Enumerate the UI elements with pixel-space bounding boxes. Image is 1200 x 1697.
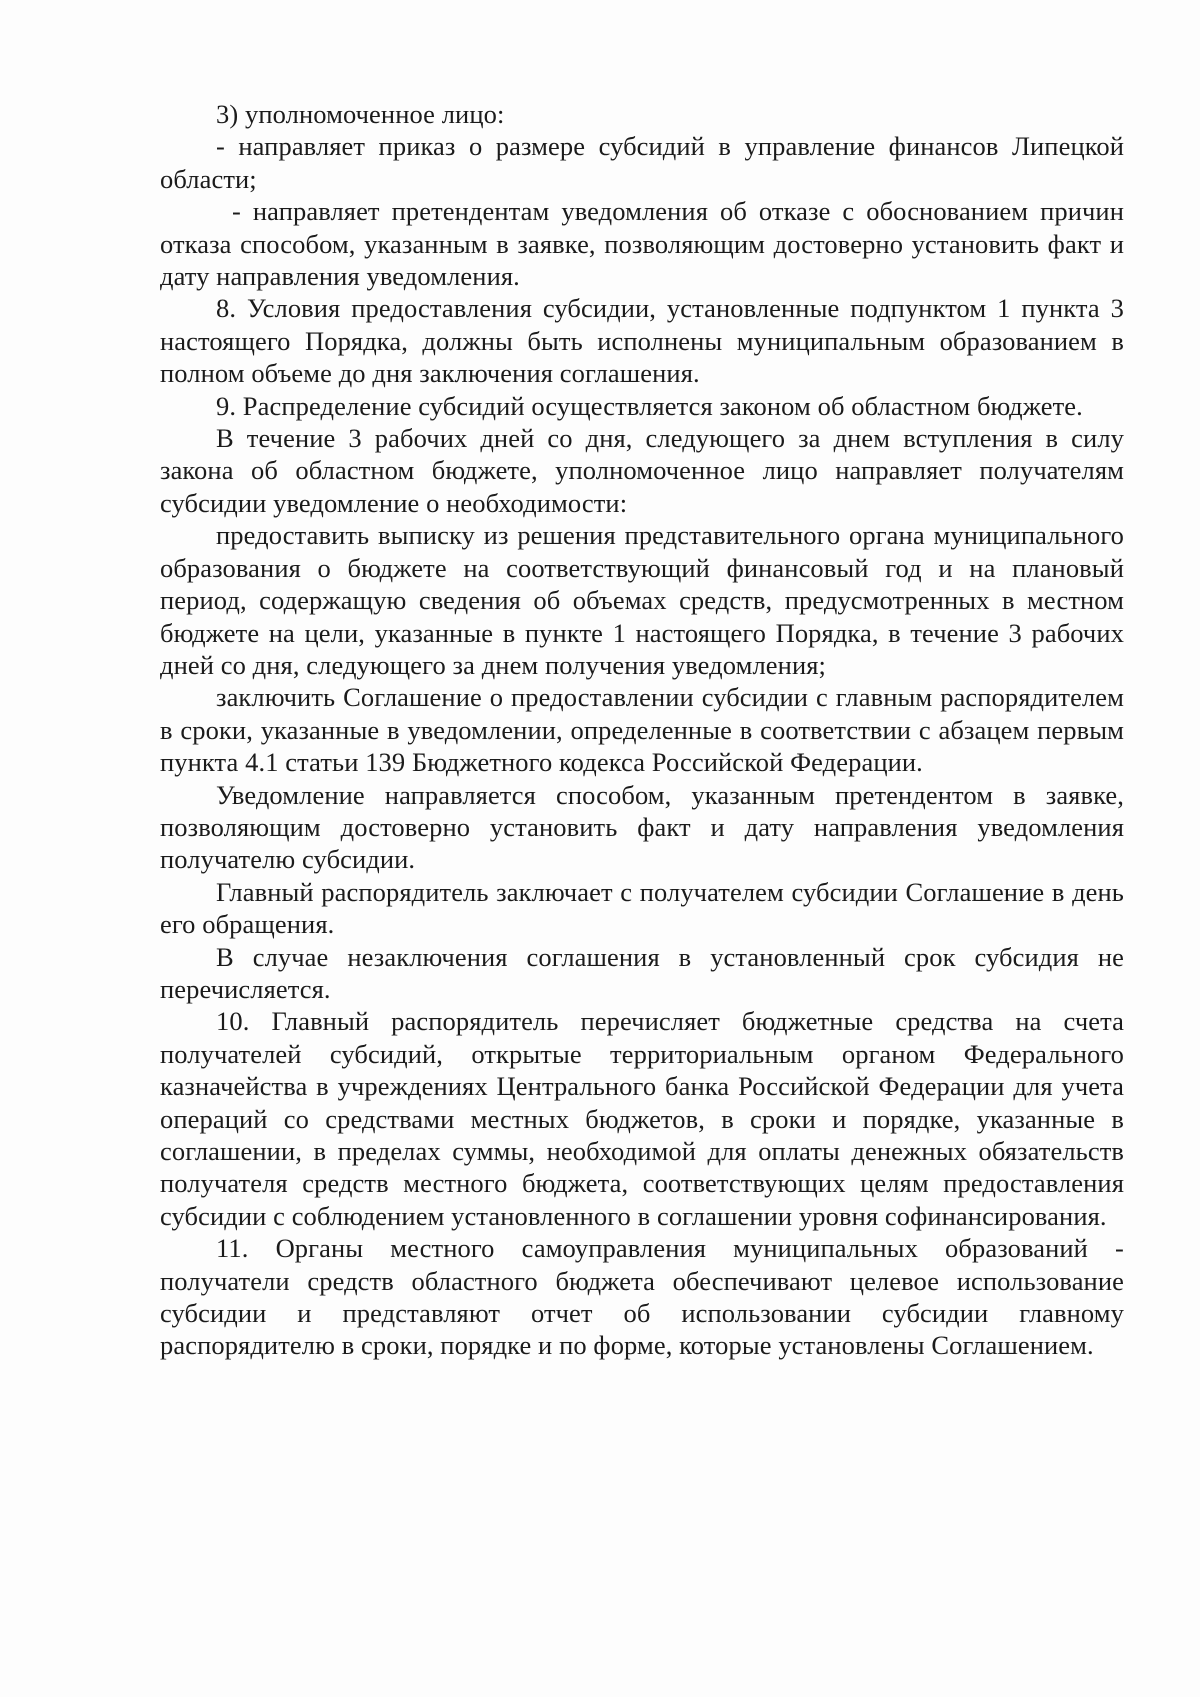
paragraph-dash-refusal: - направляет претендентам уведомления об отказе с обоснованием причин отказа способом, указанным в заявке, позволяющим достоверно установить факт и дату направления уведомления. <box>160 196 1124 292</box>
paragraph-dash-order: - направляет приказ о размере субсидий в управление финансов Липецкой области; <box>160 131 1124 194</box>
paragraph-item-10: 10. Главный распорядитель перечисляет бюджетные средства на счета получателей субсидий, открытые территориальным органом Федерального казначейства в учреждениях Центрального банка Российской Федерации для учета операций со средствами местных бюджетов, в сроки и порядке, указанные в соглашении, в пределах суммы, необходимой для оплаты денежных обязательств получателя средств местного бюджета, соответствующих целям предоставления субсидии с соблюдением установленного в соглашении уровня софинансирования. <box>160 1006 1124 1231</box>
paragraph-non-conclusion: В случае незаключения соглашения в установленный срок субсидия не перечисляется. <box>160 941 1124 1004</box>
paragraph-agreement-day: Главный распорядитель заключает с получателем субсидии Соглашение в день его обращения. <box>160 876 1124 940</box>
paragraph-authorized-person: 3) уполномоченное лицо: <box>216 99 505 129</box>
document-body <box>160 98 1124 1362</box>
paragraph-item-9: 9. Распределение субсидий осуществляется законом об областном бюджете. <box>216 390 1083 421</box>
paragraph-notification-intro: В течение 3 рабочих дней со дня, следующего за днем вступления в силу закона об областном бюджете, уполномоченное лицо направляет получателям субсидии уведомление о необходимости: <box>160 423 1124 518</box>
paragraph-provide-extract: предоставить выписку из решения представительного органа муниципального образования о бюджете на соответствующий финансовый год и на плановый период, содержащую сведения об объемах средств, предусмотренных в местном бюджете на цели, указанные в пункте 1 настоящего Порядка, в течение 3 рабочих дней со дня, следующего за днем получения уведомления; <box>160 520 1124 680</box>
paragraph-notification-method: Уведомление направляется способом, указанным претендентом в заявке, позволяющим достоверно установить факт и дату направления уведомления получателю субсидии. <box>160 779 1124 875</box>
paragraph-item-11: 11. Органы местного самоуправления муниципальных образований - получатели средств областного бюджета обеспечивают целевое использование субсидии и представляют отчет об использовании субсидии главному распорядителю в сроки, порядке и по форме, которые установлены Соглашением. <box>160 1233 1124 1361</box>
paragraph-conclude-agreement: заключить Соглашение о предоставлении субсидии с главным распорядителем в сроки, указанные в уведомлении, определенные в соответствии с абзацем первым пункта 4.1 статьи 139 Бюджетного кодекса Российской Федерации. <box>160 682 1124 778</box>
paragraph-item-8: 8. Условия предоставления субсидии, установленные подпунктом 1 пункта 3 настоящего Порядка, должны быть исполнены муниципальным образованием в полном объеме до дня заключения соглашения. <box>160 293 1124 389</box>
